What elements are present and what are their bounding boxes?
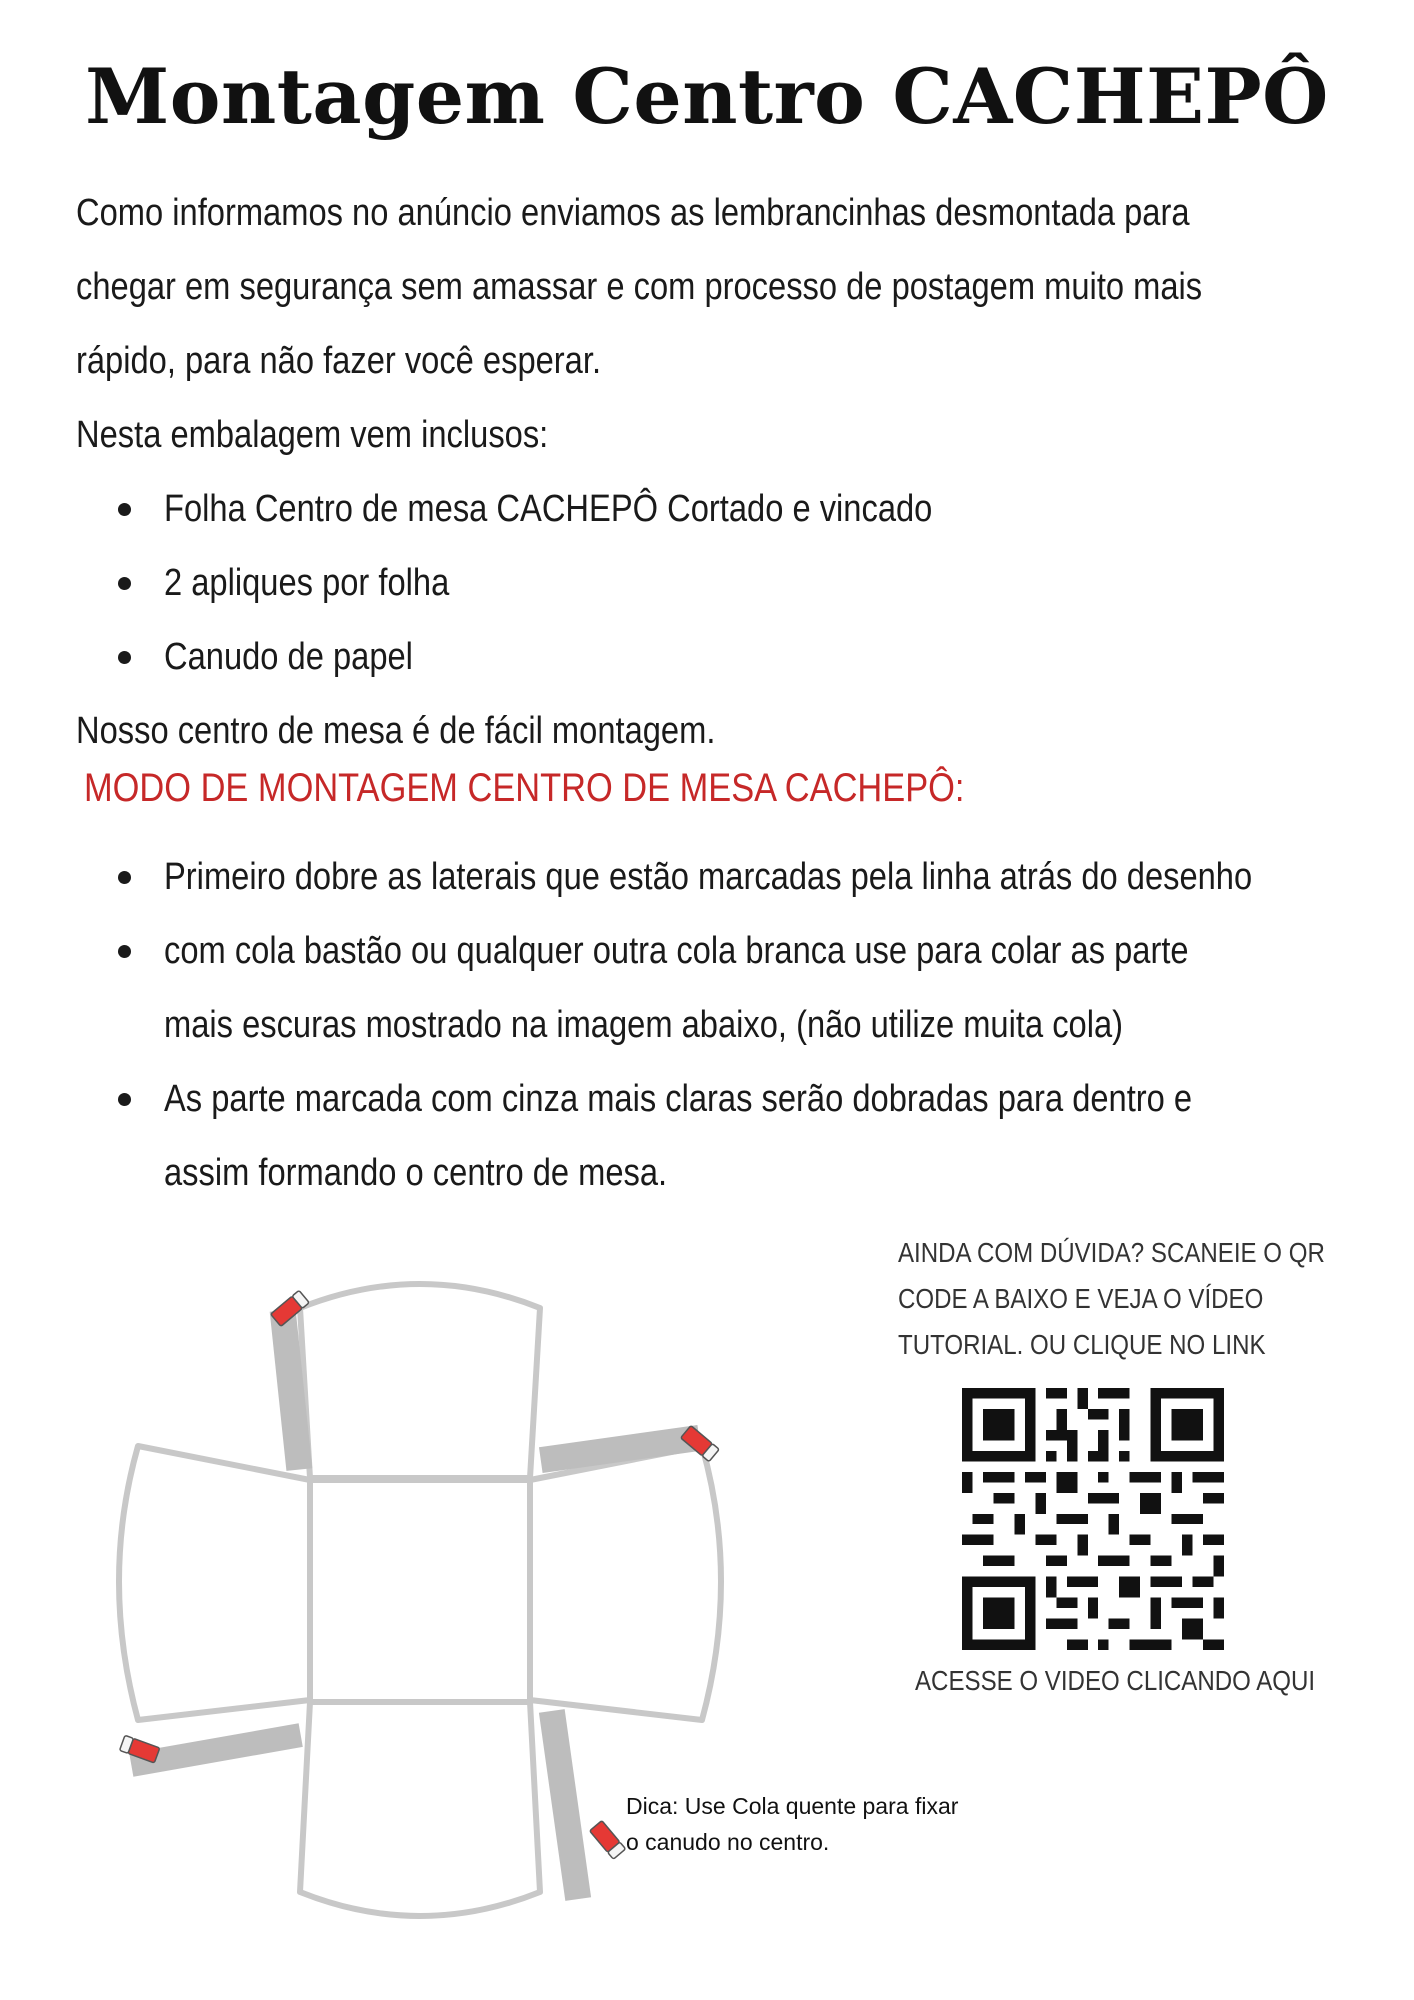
intro-line-3: rápido, para não fazer você esperar. [76,340,602,382]
intro-paragraph [76,176,1385,472]
bullet-icon [118,945,131,958]
qr-code[interactable] [962,1388,1224,1650]
included-items-list [118,472,1057,694]
bullet-icon [118,577,131,590]
left-flap [119,1446,310,1720]
list-item: com cola bastão ou qualquer outra cola branca use para colar as parte mais escuras mostrado na imagem abaixo, (não utilize muita cola) [118,914,1414,1062]
list-item: Canudo de papel [118,620,1057,694]
qr-instructions: AINDA COM DÚVIDA? SCANEIE O QR CODE A BAIXO E VEJA O VÍDEO TUTORIAL. OU CLIQUE NO LINK [898,1237,1325,1360]
right-flap [530,1446,721,1720]
intro-line-1: Como informamos no anúncio enviamos as lembrancinhas desmontada para [76,192,1190,234]
assembly-mode-heading: MODO DE MONTAGEM CENTRO DE MESA CACHEPÔ: [84,766,965,810]
steps-list [118,840,1414,1210]
bullet-icon [118,651,131,664]
video-link[interactable]: ACESSE O VIDEO CLICANDO AQUI [915,1665,1316,1696]
list-item: Primeiro dobre as laterais que estão marcadas pela linha atrás do desenho [118,840,1414,914]
bullet-icon [118,871,131,884]
bullet-icon [118,503,131,516]
included-label: Nesta embalagem vem inclusos: [76,414,549,456]
center-square [310,1480,530,1702]
bottom-flap [300,1702,540,1916]
list-item: As parte marcada com cinza mais claras serão dobradas para dentro e assim formando o centro de mesa. [118,1062,1414,1210]
tip-line-1: Dica: Use Cola quente para fixar [626,1793,959,1819]
list-item: Folha Centro de mesa CACHEPÔ Cortado e vincado [118,472,1057,546]
glue-stick-icon [590,1821,626,1860]
top-flap [300,1284,540,1478]
page-title: Montagem Centro CACHEPÔ [85,52,1329,141]
list-item: 2 apliques por folha [118,546,1057,620]
intro-line-2: chegar em segurança sem amassar e com processo de postagem muito mais [76,266,1203,308]
tip-line-2: o canudo no centro. [626,1829,830,1855]
glue-strip-bottom [539,1709,591,1901]
bullet-icon [118,1093,131,1106]
tip-text [626,1788,958,1860]
easy-assembly-text: Nosso centro de mesa é de fácil montagem. [76,710,716,752]
